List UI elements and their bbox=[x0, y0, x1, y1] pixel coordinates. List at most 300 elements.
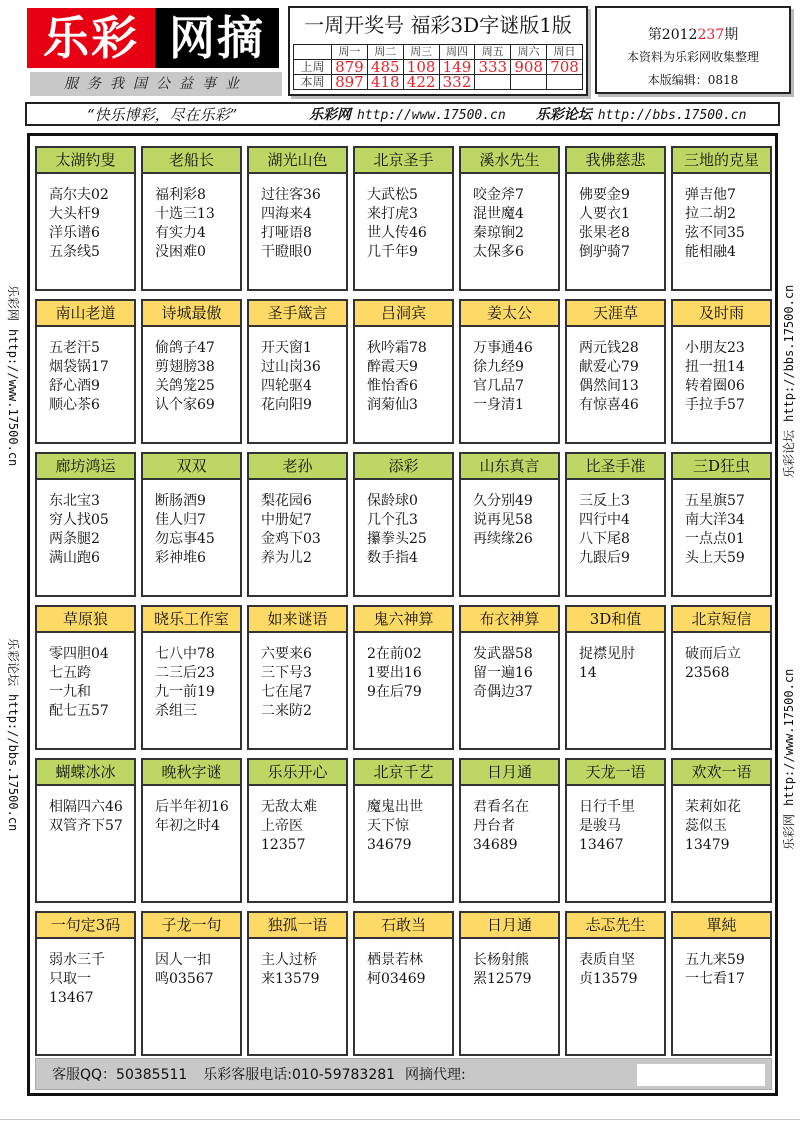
card-title: 三地的克星 bbox=[673, 148, 770, 174]
card-line: 天下惊 bbox=[367, 818, 409, 834]
card-line: 一身清1 bbox=[473, 397, 524, 413]
riddle-card bbox=[141, 452, 242, 597]
card-title: 蝴蝶冰冰 bbox=[37, 760, 134, 786]
card-line: 中册妃7 bbox=[261, 512, 312, 528]
footer-bar bbox=[35, 1058, 772, 1090]
card-line: 三下号3 bbox=[261, 665, 312, 681]
issue-suffix: 期 bbox=[724, 27, 739, 43]
card-line: 醉霞天9 bbox=[367, 359, 418, 375]
card-line: 六要来6 bbox=[261, 646, 312, 662]
card-line: 年初之时4 bbox=[155, 818, 220, 834]
card-line: 倒驴骑7 bbox=[579, 244, 630, 260]
card-title: 一句定3码 bbox=[37, 913, 134, 939]
riddle-card bbox=[247, 452, 348, 597]
card-body bbox=[249, 480, 346, 568]
card-line: 官几品7 bbox=[473, 378, 524, 394]
card-title: 诗城最傲 bbox=[143, 301, 240, 327]
issue-number bbox=[597, 24, 789, 44]
card-body bbox=[461, 786, 558, 855]
riddle-card bbox=[353, 605, 454, 750]
card-line: 七八中78 bbox=[155, 646, 215, 662]
side-site-url: http://www.17500.cn bbox=[6, 329, 20, 467]
card-title: 晓乐工作室 bbox=[143, 607, 240, 633]
card-body bbox=[567, 786, 664, 855]
card-line: 两元钱28 bbox=[579, 340, 639, 356]
riddle-card bbox=[247, 299, 348, 444]
card-line: 勿忘事45 bbox=[155, 531, 215, 547]
draw-number: 333 bbox=[475, 60, 511, 75]
card-line: 奇偶边37 bbox=[473, 684, 533, 700]
card-body bbox=[143, 786, 240, 836]
card-line: 再续缘26 bbox=[473, 531, 533, 547]
card-line: 有惊喜46 bbox=[579, 397, 639, 413]
card-body bbox=[673, 327, 770, 415]
card-line: 烟袋锅17 bbox=[49, 359, 109, 375]
card-line: 三反上3 bbox=[579, 493, 630, 509]
card-line: 梨花园6 bbox=[261, 493, 312, 509]
card-line: 献爱心79 bbox=[579, 359, 639, 375]
card-line: 润菊仙3 bbox=[367, 397, 418, 413]
card-line: 徐九经9 bbox=[473, 359, 524, 375]
card-title: 双双 bbox=[143, 454, 240, 480]
side-site-name: 乐彩论坛 bbox=[6, 638, 20, 687]
card-line: 双管齐下57 bbox=[49, 818, 123, 834]
card-body bbox=[355, 786, 452, 855]
card-line: 过山岗36 bbox=[261, 359, 321, 375]
card-line: 顺心茶6 bbox=[49, 397, 100, 413]
riddle-card bbox=[141, 146, 242, 291]
card-line: 配七五57 bbox=[49, 703, 109, 719]
draw-number: 418 bbox=[367, 75, 403, 90]
card-body bbox=[37, 786, 134, 836]
card-line: 过往客36 bbox=[261, 187, 321, 203]
card-title: 晚秋字谜 bbox=[143, 760, 240, 786]
card-line: 蕊似玉 bbox=[685, 818, 727, 834]
card-line: 破而后立 bbox=[685, 646, 741, 662]
card-line: 八下尾8 bbox=[579, 531, 630, 547]
riddle-card bbox=[141, 911, 242, 1056]
card-line: 秋吟霜78 bbox=[367, 340, 427, 356]
riddle-card bbox=[353, 299, 454, 444]
site-link-forum[interactable] bbox=[536, 104, 747, 124]
riddle-card bbox=[35, 452, 136, 597]
riddle-card bbox=[141, 299, 242, 444]
card-line: 大武松5 bbox=[367, 187, 418, 203]
card-line: 秦琼锏2 bbox=[473, 225, 524, 241]
card-line: 九跟后9 bbox=[579, 550, 630, 566]
card-line: 长杨射熊 bbox=[473, 952, 529, 968]
card-line: 关鸽笼25 bbox=[155, 378, 215, 394]
card-body bbox=[673, 786, 770, 855]
side-text-right-bottom bbox=[780, 669, 797, 850]
card-line: 12357 bbox=[261, 837, 306, 853]
side-site-name: 乐彩网 bbox=[6, 285, 20, 322]
card-line: 偶然间13 bbox=[579, 378, 639, 394]
card-title: 山东真言 bbox=[461, 454, 558, 480]
card-line: 1要出16 bbox=[367, 665, 422, 681]
card-body bbox=[673, 939, 770, 989]
card-title: 老孙 bbox=[249, 454, 346, 480]
card-line: 洋乐谱6 bbox=[49, 225, 100, 241]
card-body bbox=[461, 939, 558, 989]
card-body bbox=[143, 327, 240, 415]
card-line: 两条腿2 bbox=[49, 531, 100, 547]
card-title: 日月通 bbox=[461, 913, 558, 939]
card-line: 34679 bbox=[367, 837, 412, 853]
card-line: 舒心酒9 bbox=[49, 378, 100, 394]
card-line: 福利彩8 bbox=[155, 187, 206, 203]
draw-number bbox=[511, 75, 547, 90]
card-line: 五九来59 bbox=[685, 952, 745, 968]
riddle-card bbox=[671, 452, 772, 597]
card-line: 表质自坚 bbox=[579, 952, 635, 968]
riddle-card bbox=[353, 452, 454, 597]
riddle-card bbox=[247, 911, 348, 1056]
card-title: 天涯草 bbox=[567, 301, 664, 327]
card-line: 因人一扣 bbox=[155, 952, 211, 968]
draw-number bbox=[547, 75, 583, 90]
card-title: 石敢当 bbox=[355, 913, 452, 939]
weekly-day: 周六 bbox=[511, 45, 547, 60]
card-title: 圣手箴言 bbox=[249, 301, 346, 327]
riddle-row bbox=[35, 452, 772, 597]
card-title: 三D狂虫 bbox=[673, 454, 770, 480]
card-line: 十选三13 bbox=[155, 206, 215, 222]
card-line: 来13579 bbox=[261, 971, 320, 987]
card-body bbox=[143, 174, 240, 262]
card-line: 二三后23 bbox=[155, 665, 215, 681]
card-title: 添彩 bbox=[355, 454, 452, 480]
card-line: 五老汗5 bbox=[49, 340, 100, 356]
card-line: 有实力4 bbox=[155, 225, 206, 241]
card-line: 佛要金9 bbox=[579, 187, 630, 203]
site-link-main[interactable] bbox=[309, 104, 506, 124]
weekly-day: 周一 bbox=[332, 45, 368, 60]
card-line: 君看名在 bbox=[473, 799, 529, 815]
card-line: 只取一 bbox=[49, 971, 91, 987]
card-line: 九一前19 bbox=[155, 684, 215, 700]
card-line: 惟怡香6 bbox=[367, 378, 418, 394]
card-title: 北京千艺 bbox=[355, 760, 452, 786]
card-title: 子龙一句 bbox=[143, 913, 240, 939]
card-title: 北京短信 bbox=[673, 607, 770, 633]
card-title: 湖光山色 bbox=[249, 148, 346, 174]
card-title: 布衣神算 bbox=[461, 607, 558, 633]
url-banner bbox=[25, 102, 780, 126]
issue-prefix: 第2012 bbox=[647, 27, 698, 43]
card-line: 弹吉他7 bbox=[685, 187, 736, 203]
card-title: 南山老道 bbox=[37, 301, 134, 327]
footer-phone: 乐彩客服电话:010-59783281 bbox=[203, 1067, 396, 1083]
riddle-card bbox=[35, 758, 136, 903]
riddle-row bbox=[35, 758, 772, 903]
card-line: 世人传46 bbox=[367, 225, 427, 241]
card-line: 大头杆9 bbox=[49, 206, 100, 222]
card-body bbox=[249, 327, 346, 415]
card-title: 乐乐开心 bbox=[249, 760, 346, 786]
card-line: 13467 bbox=[579, 837, 624, 853]
card-title: 草原狼 bbox=[37, 607, 134, 633]
card-title: 日月通 bbox=[461, 760, 558, 786]
card-body bbox=[355, 174, 452, 262]
card-line: 说再见58 bbox=[473, 512, 533, 528]
card-line: 花向阳9 bbox=[261, 397, 312, 413]
card-line: 上帝医 bbox=[261, 818, 303, 834]
card-line: 东北宝3 bbox=[49, 493, 100, 509]
card-line: 认个家69 bbox=[155, 397, 215, 413]
riddle-card bbox=[459, 911, 560, 1056]
card-body bbox=[355, 327, 452, 415]
card-line: 留一遍16 bbox=[473, 665, 533, 681]
card-line: 久分别49 bbox=[473, 493, 533, 509]
card-body bbox=[143, 939, 240, 989]
card-line: 南大洋34 bbox=[685, 512, 745, 528]
card-title: 溪水先生 bbox=[461, 148, 558, 174]
draw-number: 149 bbox=[439, 60, 475, 75]
motto: “快乐博彩，尽在乐彩” bbox=[87, 105, 238, 124]
card-line: 四轮驱4 bbox=[261, 378, 312, 394]
weekly-day: 周五 bbox=[475, 45, 511, 60]
card-title: 如来谜语 bbox=[249, 607, 346, 633]
card-title: 姜太公 bbox=[461, 301, 558, 327]
card-body bbox=[143, 633, 240, 721]
card-body bbox=[37, 480, 134, 568]
site-url: http://bbs.17500.cn bbox=[597, 108, 747, 123]
card-title: 3D和值 bbox=[567, 607, 664, 633]
card-line: 茉莉如花 bbox=[685, 799, 741, 815]
side-site-url: http://www.17500.cn bbox=[782, 668, 796, 806]
card-line: 满山跑6 bbox=[49, 550, 100, 566]
card-title: 老船长 bbox=[143, 148, 240, 174]
card-line: 混世魔4 bbox=[473, 206, 524, 222]
card-line: 丹台者 bbox=[473, 818, 515, 834]
card-title: 廊坊鸿运 bbox=[37, 454, 134, 480]
card-line: 发武器58 bbox=[473, 646, 533, 662]
riddle-row bbox=[35, 146, 772, 291]
side-text-left-bottom bbox=[5, 638, 22, 831]
riddle-card bbox=[671, 758, 772, 903]
riddle-card bbox=[247, 605, 348, 750]
card-body bbox=[37, 939, 134, 1008]
card-line: 高尔夫02 bbox=[49, 187, 109, 203]
card-line: 偷鸽子47 bbox=[155, 340, 215, 356]
riddle-card bbox=[459, 299, 560, 444]
riddle-card bbox=[565, 452, 666, 597]
card-body bbox=[37, 327, 134, 415]
card-line: 能相融4 bbox=[685, 244, 736, 260]
site-name: 乐彩论坛 bbox=[535, 107, 592, 123]
footer-agent-label: 网摘代理: bbox=[405, 1067, 466, 1083]
draw-number: 897 bbox=[332, 75, 368, 90]
card-line: 四行中4 bbox=[579, 512, 630, 528]
site-url: http://www.17500.cn bbox=[357, 108, 506, 123]
riddle-card bbox=[35, 299, 136, 444]
riddle-card bbox=[35, 911, 136, 1056]
card-line: 开天窗1 bbox=[261, 340, 312, 356]
card-line: 13467 bbox=[49, 990, 94, 1006]
riddle-card bbox=[459, 146, 560, 291]
card-line: 七五跨 bbox=[49, 665, 91, 681]
side-site-url: http://bbs.17500.cn bbox=[782, 284, 796, 422]
card-body bbox=[249, 174, 346, 262]
card-line: 杀组三 bbox=[155, 703, 197, 719]
riddle-card bbox=[35, 605, 136, 750]
card-line: 一九和 bbox=[49, 684, 91, 700]
draw-number: 108 bbox=[403, 60, 439, 75]
riddle-card bbox=[671, 299, 772, 444]
card-title: 太湖钓叟 bbox=[37, 148, 134, 174]
issue-box bbox=[595, 6, 791, 94]
row-label: 本周 bbox=[294, 75, 332, 90]
riddle-card bbox=[565, 299, 666, 444]
card-body bbox=[355, 939, 452, 989]
card-line: 鸣03567 bbox=[155, 971, 214, 987]
card-body bbox=[37, 174, 134, 262]
riddle-card bbox=[565, 146, 666, 291]
draw-number: 422 bbox=[403, 75, 439, 90]
card-body bbox=[673, 633, 770, 683]
side-site-url: http://bbs.17500.cn bbox=[6, 694, 20, 832]
side-text-left-top bbox=[5, 285, 22, 466]
card-line: 穷人找05 bbox=[49, 512, 109, 528]
card-title: 北京圣手 bbox=[355, 148, 452, 174]
card-line: 一点点01 bbox=[685, 531, 745, 547]
weekly-day: 周三 bbox=[403, 45, 439, 60]
card-body bbox=[461, 633, 558, 702]
weekly-day: 周日 bbox=[547, 45, 583, 60]
card-line: 佳人归7 bbox=[155, 512, 206, 528]
weekly-corner bbox=[294, 45, 332, 60]
card-line: 手拉手57 bbox=[685, 397, 745, 413]
card-line: 彩神堆6 bbox=[155, 550, 206, 566]
riddle-card bbox=[459, 758, 560, 903]
card-line: 几个孔3 bbox=[367, 512, 418, 528]
card-line: 七在尾7 bbox=[261, 684, 312, 700]
riddle-card bbox=[671, 911, 772, 1056]
card-line: 9在后79 bbox=[367, 684, 422, 700]
card-line: 柯03469 bbox=[367, 971, 426, 987]
card-line: 几千年9 bbox=[367, 244, 418, 260]
card-line: 太保多6 bbox=[473, 244, 524, 260]
card-line: 打哑语8 bbox=[261, 225, 312, 241]
riddle-card bbox=[247, 146, 348, 291]
card-line: 咬金斧7 bbox=[473, 187, 524, 203]
side-text-right-top bbox=[780, 285, 797, 478]
side-site-name: 乐彩网 bbox=[782, 813, 796, 850]
card-body bbox=[567, 174, 664, 262]
card-body bbox=[567, 939, 664, 989]
card-body bbox=[249, 939, 346, 989]
riddle-card bbox=[565, 758, 666, 903]
card-line: 人要衣1 bbox=[579, 206, 630, 222]
riddle-card bbox=[353, 911, 454, 1056]
card-body bbox=[673, 174, 770, 262]
riddle-card bbox=[565, 911, 666, 1056]
card-line: 2在前02 bbox=[367, 646, 422, 662]
riddle-card bbox=[671, 605, 772, 750]
riddle-card bbox=[141, 758, 242, 903]
card-body bbox=[249, 633, 346, 721]
agent-box bbox=[637, 1064, 765, 1086]
card-title: 忐忑先生 bbox=[567, 913, 664, 939]
weekly-table bbox=[293, 44, 583, 90]
card-line: 二来防2 bbox=[261, 703, 312, 719]
riddle-row bbox=[35, 605, 772, 750]
card-line: 头上天59 bbox=[685, 550, 745, 566]
draw-number: 708 bbox=[547, 60, 583, 75]
draw-number: 332 bbox=[439, 75, 475, 90]
weekly-day: 周二 bbox=[367, 45, 403, 60]
card-line: 干瞪眼0 bbox=[261, 244, 312, 260]
card-title: 吕洞宾 bbox=[355, 301, 452, 327]
card-body bbox=[567, 480, 664, 568]
card-title: 單純 bbox=[673, 913, 770, 939]
issue-number-value: 237 bbox=[697, 27, 725, 43]
riddle-row bbox=[35, 911, 772, 1056]
card-body bbox=[673, 480, 770, 568]
row-label: 上周 bbox=[294, 60, 332, 75]
riddle-card bbox=[35, 146, 136, 291]
riddle-card bbox=[141, 605, 242, 750]
logo-part-black: 网摘 bbox=[155, 8, 279, 68]
card-line: 弱水三千 bbox=[49, 952, 105, 968]
riddle-card bbox=[247, 758, 348, 903]
weekly-row-this-week bbox=[294, 75, 583, 90]
card-line: 相隔四六46 bbox=[49, 799, 123, 815]
card-line: 34689 bbox=[473, 837, 518, 853]
card-line: 罴12579 bbox=[473, 971, 532, 987]
side-site-name: 乐彩论坛 bbox=[782, 429, 796, 478]
card-line: 日行千里 bbox=[579, 799, 635, 815]
card-line: 剪翅膀38 bbox=[155, 359, 215, 375]
card-title: 比圣手准 bbox=[567, 454, 664, 480]
weekly-numbers-box bbox=[288, 6, 588, 96]
card-line: 万事通46 bbox=[473, 340, 533, 356]
card-line: 捉襟见肘 bbox=[579, 646, 635, 662]
card-line: 无敌太难 bbox=[261, 799, 317, 815]
logo-slogan: 服务我国公益事业 bbox=[30, 72, 282, 96]
card-line: 数手指4 bbox=[367, 550, 418, 566]
card-line: 五条线5 bbox=[49, 244, 100, 260]
riddle-card bbox=[459, 605, 560, 750]
site-name: 乐彩网 bbox=[309, 107, 351, 123]
riddle-card bbox=[671, 146, 772, 291]
riddle-card bbox=[353, 146, 454, 291]
logo bbox=[27, 8, 279, 68]
card-line: 贞13579 bbox=[579, 971, 638, 987]
card-title: 天龙一语 bbox=[567, 760, 664, 786]
weekly-day: 周四 bbox=[439, 45, 475, 60]
card-line: 断肠酒9 bbox=[155, 493, 206, 509]
draw-number: 908 bbox=[511, 60, 547, 75]
card-line: 后半年初16 bbox=[155, 799, 229, 815]
draw-number: 485 bbox=[367, 60, 403, 75]
card-body bbox=[355, 480, 452, 568]
draw-number: 879 bbox=[332, 60, 368, 75]
riddle-card bbox=[459, 452, 560, 597]
weekly-title: 一周开奖号 福彩3D字谜版1版 bbox=[304, 13, 572, 37]
card-line: 养为儿2 bbox=[261, 550, 312, 566]
card-line: 13479 bbox=[685, 837, 730, 853]
card-line: 来打虎3 bbox=[367, 206, 418, 222]
card-line: 攥拳头25 bbox=[367, 531, 427, 547]
card-line: 是骏马 bbox=[579, 818, 621, 834]
card-line: 张果老8 bbox=[579, 225, 630, 241]
card-title: 鬼六神算 bbox=[355, 607, 452, 633]
card-body bbox=[461, 327, 558, 415]
card-line: 魔鬼出世 bbox=[367, 799, 423, 815]
card-line: 一七看17 bbox=[685, 971, 745, 987]
